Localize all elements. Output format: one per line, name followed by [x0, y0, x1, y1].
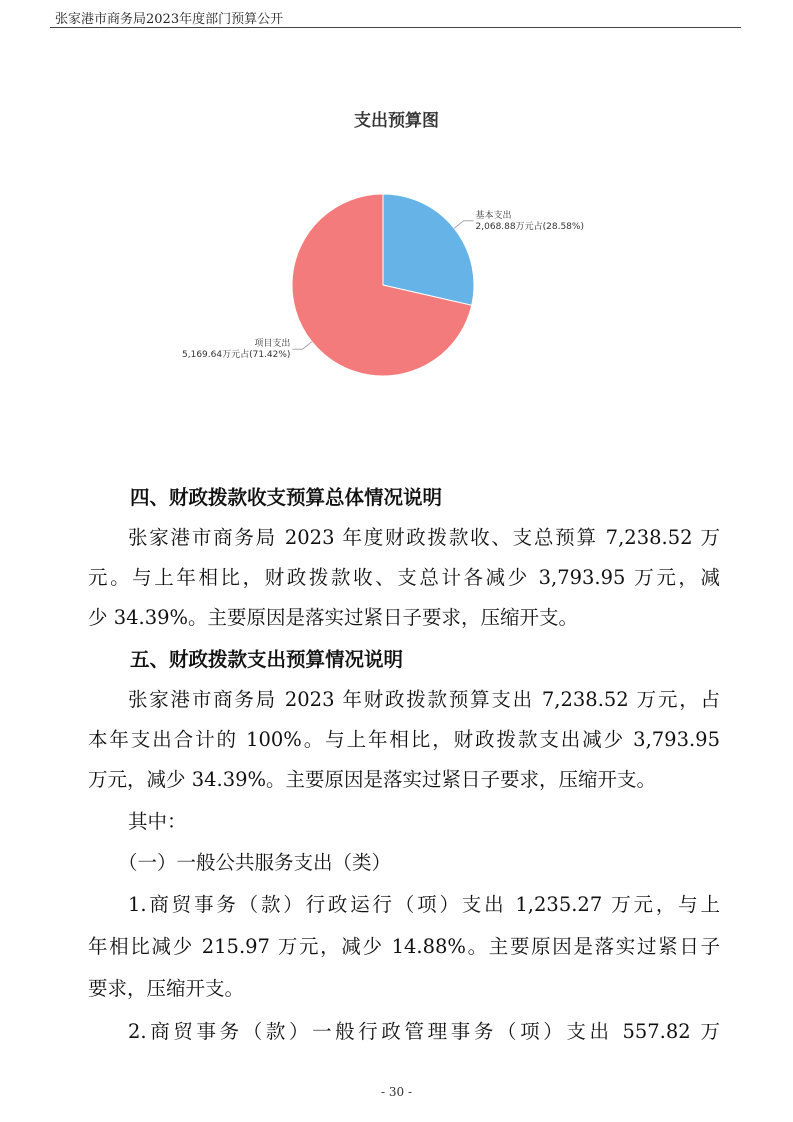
category-heading: （一）一般公共服务支出（类） [118, 851, 392, 874]
item-1-line-2: 年相比减少 215.97 万元，减少 14.88%。主要原因是落实过紧日子 [88, 935, 720, 958]
section-5-heading: 五、财政拨款支出预算情况说明 [130, 648, 404, 671]
section-4-line-2: 元。与上年相比，财政拨款收、支总计各减少 3,793.95 万元，减 [88, 566, 720, 589]
pie-chart [0, 0, 793, 420]
chart-title: 支出预算图 [354, 111, 439, 131]
item-1-line-3: 要求，压缩开支。 [88, 977, 245, 1000]
pie-label-name: 项目支出 [254, 339, 291, 350]
section-4-line-1: 张家港市商务局 2023 年度财政拨款收、支总预算 7,238.52 万 [128, 526, 720, 549]
pie-leader-line [454, 221, 473, 228]
item-1-line-1: 1.商贸事务（款）行政运行（项）支出 1,235.27 万元，与上 [128, 893, 720, 916]
item-2-line-1: 2.商贸事务（款）一般行政管理事务（项）支出 557.82 万 [128, 1020, 720, 1043]
pie-label-value: 5,169.64万元占(71.42%) [182, 350, 291, 361]
section-5-line-1: 张家港市商务局 2023 年财政拨款预算支出 7,238.52 万元，占 [128, 688, 720, 711]
among-label: 其中： [128, 810, 187, 833]
section-4-line-3: 少 34.39%。主要原因是落实过紧日子要求，压缩开支。 [88, 606, 579, 629]
page-number: - 30 - [380, 1085, 412, 1099]
pie-label-value: 2,068.88万元占(28.58%) [475, 221, 584, 232]
section-4-heading: 四、财政拨款收支预算总体情况说明 [130, 486, 443, 509]
section-5-line-2: 本年支出合计的 100%。与上年相比，财政拨款支出减少 3,793.95 [88, 728, 720, 751]
section-5-line-3: 万元，减少 34.39%。主要原因是落实过紧日子要求，压缩开支。 [88, 768, 657, 791]
pie-label-name: 基本支出 [475, 210, 512, 221]
pie-leader-line [292, 342, 311, 349]
page-header: 张家港市商务局2023年度部门预算公开 [55, 12, 284, 27]
